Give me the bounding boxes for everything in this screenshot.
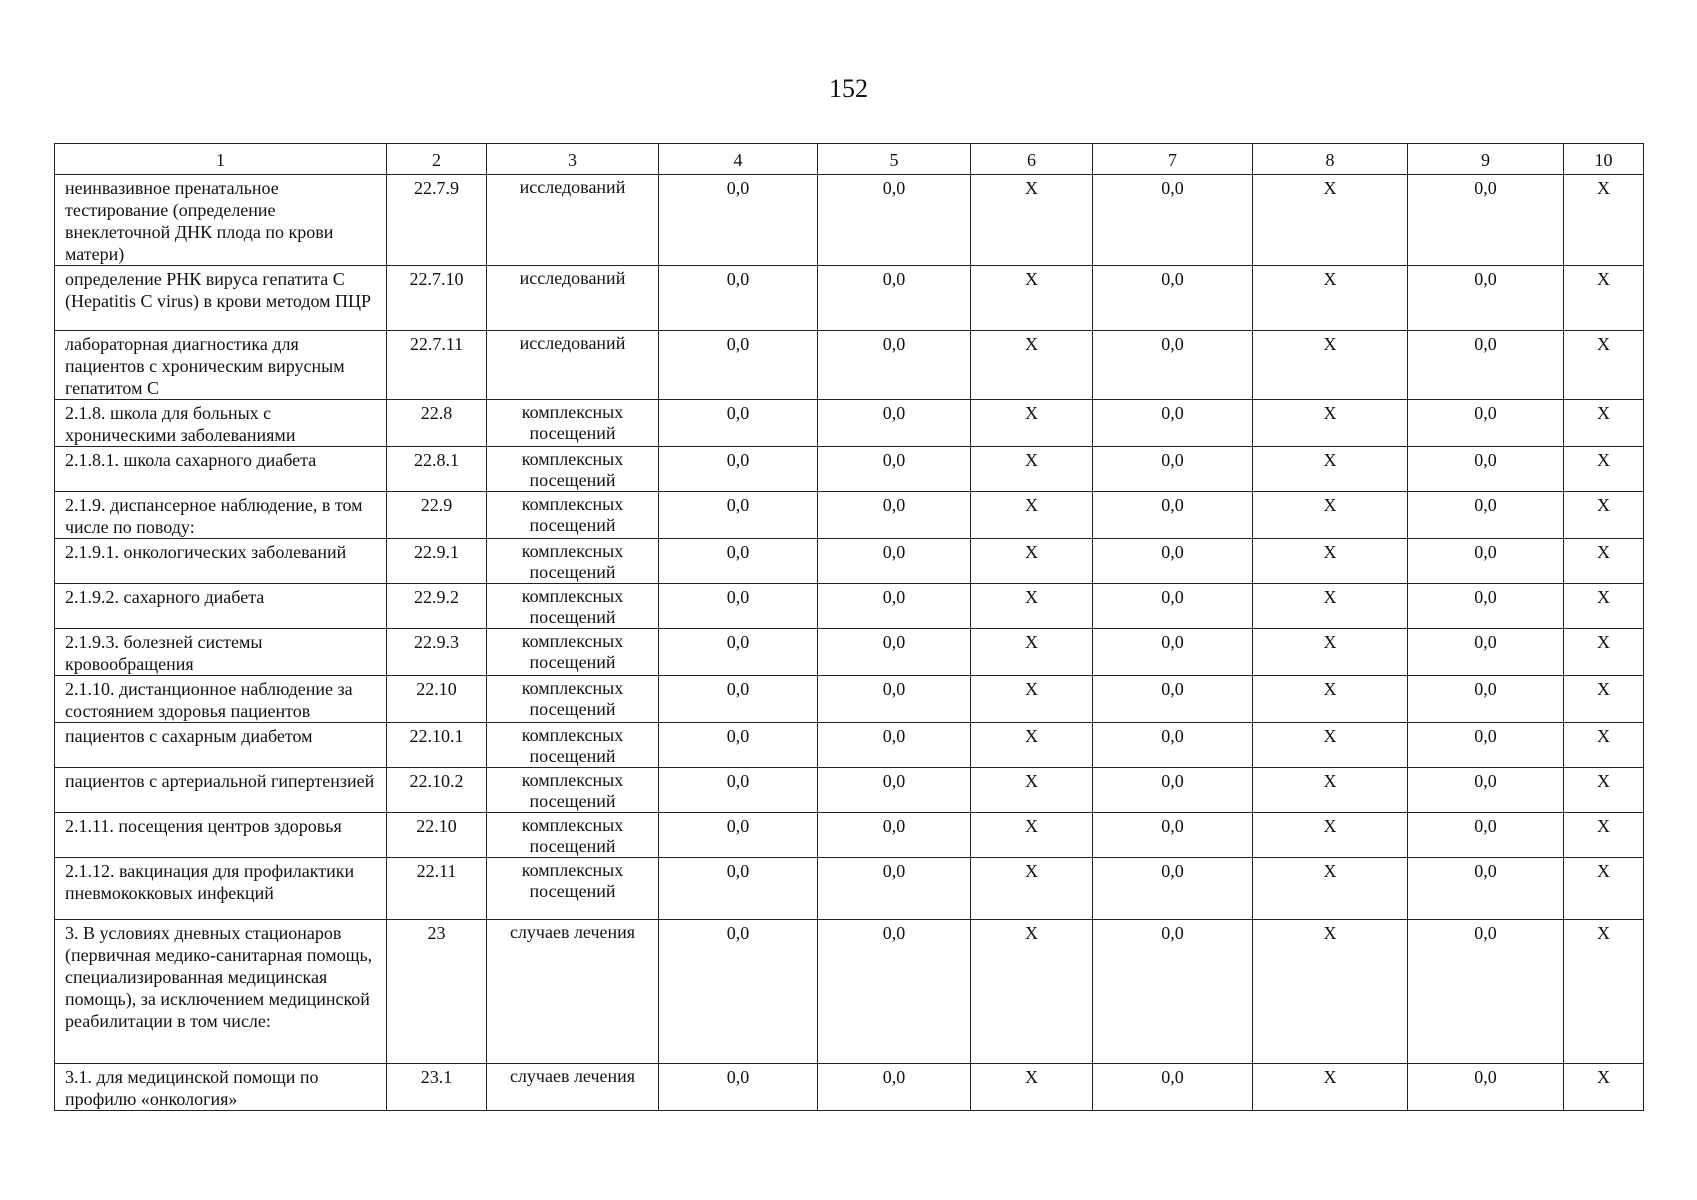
row-value-cell: X xyxy=(971,920,1093,1064)
row-value-cell: 0,0 xyxy=(818,400,971,447)
table-row xyxy=(55,331,1644,400)
row-unit-cell: комплексных посещений xyxy=(487,858,659,920)
row-value-cell: X xyxy=(971,676,1093,723)
row-value-cell: 0,0 xyxy=(1408,400,1564,447)
row-value-cell: 0,0 xyxy=(1408,629,1564,676)
row-value-cell: 0,0 xyxy=(1408,266,1564,331)
row-value-cell: 0,0 xyxy=(1408,175,1564,266)
row-code-cell: 22.7.10 xyxy=(387,266,487,331)
row-name-cell: 2.1.12. вакцинация для профилактики пневмококковых инфекций xyxy=(55,858,387,920)
row-code-cell: 22.10 xyxy=(387,813,487,858)
row-value-cell: X xyxy=(971,768,1093,813)
row-code-cell: 22.9.2 xyxy=(387,584,487,629)
row-value-cell: 0,0 xyxy=(659,331,818,400)
row-name-cell: 2.1.11. посещения центров здоровья xyxy=(55,813,387,858)
row-value-cell: 0,0 xyxy=(1093,492,1253,539)
row-code-cell: 22.7.11 xyxy=(387,331,487,400)
row-value-cell: X xyxy=(1564,584,1644,629)
row-name-cell: пациентов с артериальной гипертензией xyxy=(55,768,387,813)
row-value-cell: X xyxy=(1253,723,1408,768)
row-value-cell: 0,0 xyxy=(659,723,818,768)
row-value-cell: 0,0 xyxy=(818,920,971,1064)
row-value-cell: 0,0 xyxy=(659,858,818,920)
row-value-cell: X xyxy=(1253,629,1408,676)
row-value-cell: 0,0 xyxy=(659,1064,818,1111)
row-code-cell: 22.7.9 xyxy=(387,175,487,266)
page-number: 152 xyxy=(829,74,868,103)
row-value-cell: 0,0 xyxy=(659,813,818,858)
table-row xyxy=(55,447,1644,492)
table-row xyxy=(55,492,1644,539)
row-name-cell: 2.1.8. школа для больных с хроническими заболеваниями xyxy=(55,400,387,447)
row-value-cell: X xyxy=(1564,1064,1644,1111)
row-value-cell: 0,0 xyxy=(659,539,818,584)
row-code-cell: 22.11 xyxy=(387,858,487,920)
table-row xyxy=(55,768,1644,813)
row-value-cell: X xyxy=(1564,920,1644,1064)
row-unit-cell: исследований xyxy=(487,331,659,400)
row-value-cell: X xyxy=(971,492,1093,539)
row-value-cell: X xyxy=(971,584,1093,629)
row-value-cell: 0,0 xyxy=(659,584,818,629)
column-header: 8 xyxy=(1253,144,1408,175)
row-name-cell: 2.1.9. диспансерное наблюдение, в том числе по поводу: xyxy=(55,492,387,539)
row-value-cell: X xyxy=(971,175,1093,266)
row-value-cell: 0,0 xyxy=(1408,858,1564,920)
row-unit-cell: комплексных посещений xyxy=(487,676,659,723)
column-header: 5 xyxy=(818,144,971,175)
row-value-cell: X xyxy=(1253,539,1408,584)
table-row xyxy=(55,676,1644,723)
row-value-cell: 0,0 xyxy=(1408,331,1564,400)
row-value-cell: X xyxy=(971,813,1093,858)
row-value-cell: X xyxy=(1253,584,1408,629)
row-value-cell: X xyxy=(971,629,1093,676)
row-value-cell: 0,0 xyxy=(659,447,818,492)
row-value-cell: X xyxy=(1253,175,1408,266)
row-value-cell: 0,0 xyxy=(1093,266,1253,331)
row-value-cell: 0,0 xyxy=(659,492,818,539)
table-row xyxy=(55,584,1644,629)
row-value-cell: X xyxy=(1253,331,1408,400)
row-value-cell: 0,0 xyxy=(1093,676,1253,723)
row-value-cell: 0,0 xyxy=(1093,858,1253,920)
row-value-cell: 0,0 xyxy=(1093,175,1253,266)
row-value-cell: 0,0 xyxy=(1093,447,1253,492)
row-code-cell: 22.9 xyxy=(387,492,487,539)
row-value-cell: 0,0 xyxy=(1408,920,1564,1064)
row-value-cell: 0,0 xyxy=(818,447,971,492)
row-value-cell: 0,0 xyxy=(818,723,971,768)
row-unit-cell: комплексных посещений xyxy=(487,400,659,447)
row-value-cell: 0,0 xyxy=(659,266,818,331)
row-value-cell: 0,0 xyxy=(818,492,971,539)
row-value-cell: 0,0 xyxy=(818,676,971,723)
row-name-cell: 2.1.9.1. онкологических заболеваний xyxy=(55,539,387,584)
row-name-cell: лабораторная диагностика для пациентов с хроническим вирусным гепатитом С xyxy=(55,331,387,400)
row-code-cell: 23.1 xyxy=(387,1064,487,1111)
row-code-cell: 22.10.1 xyxy=(387,723,487,768)
column-header: 6 xyxy=(971,144,1093,175)
row-name-cell: 3.1. для медицинской помощи по профилю «онкология» xyxy=(55,1064,387,1111)
row-unit-cell: комплексных посещений xyxy=(487,723,659,768)
row-unit-cell: комплексных посещений xyxy=(487,768,659,813)
row-name-cell: определение РНК вируса гепатита С (Hepatitis C virus) в крови методом ПЦР xyxy=(55,266,387,331)
row-value-cell: X xyxy=(1253,768,1408,813)
row-value-cell: X xyxy=(1253,813,1408,858)
row-name-cell: 2.1.9.2. сахарного диабета xyxy=(55,584,387,629)
row-value-cell: X xyxy=(1564,175,1644,266)
row-value-cell: 0,0 xyxy=(1093,920,1253,1064)
table-row xyxy=(55,920,1644,1064)
row-value-cell: 0,0 xyxy=(818,175,971,266)
row-value-cell: X xyxy=(1564,813,1644,858)
column-header: 9 xyxy=(1408,144,1564,175)
row-value-cell: 0,0 xyxy=(1408,768,1564,813)
row-name-cell: 2.1.9.3. болезней системы кровообращения xyxy=(55,629,387,676)
row-value-cell: 0,0 xyxy=(818,331,971,400)
data-table xyxy=(54,143,1644,1111)
row-code-cell: 22.8 xyxy=(387,400,487,447)
row-value-cell: 0,0 xyxy=(659,768,818,813)
row-value-cell: X xyxy=(1253,266,1408,331)
row-value-cell: 0,0 xyxy=(1093,539,1253,584)
row-value-cell: X xyxy=(1564,539,1644,584)
row-code-cell: 23 xyxy=(387,920,487,1064)
row-code-cell: 22.10.2 xyxy=(387,768,487,813)
header-row xyxy=(55,144,1644,175)
row-code-cell: 22.9.3 xyxy=(387,629,487,676)
row-code-cell: 22.8.1 xyxy=(387,447,487,492)
row-value-cell: 0,0 xyxy=(1093,1064,1253,1111)
row-value-cell: 0,0 xyxy=(1408,813,1564,858)
row-unit-cell: комплексных посещений xyxy=(487,629,659,676)
row-unit-cell: комплексных посещений xyxy=(487,492,659,539)
row-value-cell: 0,0 xyxy=(818,768,971,813)
row-value-cell: X xyxy=(1564,629,1644,676)
row-value-cell: 0,0 xyxy=(1093,768,1253,813)
row-value-cell: 0,0 xyxy=(1093,723,1253,768)
row-value-cell: 0,0 xyxy=(818,813,971,858)
row-value-cell: 0,0 xyxy=(1408,584,1564,629)
column-header: 3 xyxy=(487,144,659,175)
row-value-cell: 0,0 xyxy=(659,400,818,447)
table-row xyxy=(55,629,1644,676)
row-value-cell: 0,0 xyxy=(1093,400,1253,447)
row-value-cell: X xyxy=(971,539,1093,584)
table-row xyxy=(55,723,1644,768)
row-value-cell: X xyxy=(1564,447,1644,492)
row-value-cell: 0,0 xyxy=(1093,813,1253,858)
column-header: 7 xyxy=(1093,144,1253,175)
row-value-cell: X xyxy=(1564,400,1644,447)
row-value-cell: 0,0 xyxy=(1408,723,1564,768)
row-value-cell: X xyxy=(971,723,1093,768)
row-unit-cell: случаев лечения xyxy=(487,920,659,1064)
row-value-cell: X xyxy=(1564,266,1644,331)
row-value-cell: X xyxy=(1253,400,1408,447)
column-header: 10 xyxy=(1564,144,1644,175)
row-value-cell: X xyxy=(971,447,1093,492)
row-value-cell: X xyxy=(971,266,1093,331)
table-row xyxy=(55,813,1644,858)
row-value-cell: X xyxy=(971,331,1093,400)
row-value-cell: X xyxy=(1253,492,1408,539)
table-row xyxy=(55,858,1644,920)
row-value-cell: 0,0 xyxy=(1093,629,1253,676)
row-name-cell: 3. В условиях дневных стационаров (первичная медико-санитарная помощь, специализированная медицинская помощь), за исключением медицинской реабилитации в том числе: xyxy=(55,920,387,1064)
row-value-cell: 0,0 xyxy=(1408,539,1564,584)
row-value-cell: 0,0 xyxy=(1408,447,1564,492)
row-unit-cell: исследований xyxy=(487,266,659,331)
table-row xyxy=(55,266,1644,331)
row-value-cell: X xyxy=(1253,676,1408,723)
row-value-cell: 0,0 xyxy=(1093,331,1253,400)
row-unit-cell: случаев лечения xyxy=(487,1064,659,1111)
row-value-cell: X xyxy=(1253,858,1408,920)
table-row xyxy=(55,175,1644,266)
row-value-cell: X xyxy=(1564,768,1644,813)
column-header: 4 xyxy=(659,144,818,175)
row-value-cell: X xyxy=(1253,1064,1408,1111)
row-value-cell: 0,0 xyxy=(659,629,818,676)
row-name-cell: 2.1.10. дистанционное наблюдение за состоянием здоровья пациентов xyxy=(55,676,387,723)
table-row xyxy=(55,400,1644,447)
row-name-cell: неинвазивное пренатальное тестирование (определение внеклеточной ДНК плода по крови матери) xyxy=(55,175,387,266)
row-value-cell: X xyxy=(1253,920,1408,1064)
row-unit-cell: комплексных посещений xyxy=(487,813,659,858)
row-value-cell: X xyxy=(1564,676,1644,723)
row-value-cell: X xyxy=(1564,723,1644,768)
row-value-cell: X xyxy=(971,858,1093,920)
row-unit-cell: исследований xyxy=(487,175,659,266)
row-value-cell: 0,0 xyxy=(818,584,971,629)
row-value-cell: 0,0 xyxy=(1408,676,1564,723)
row-value-cell: X xyxy=(1564,331,1644,400)
row-unit-cell: комплексных посещений xyxy=(487,447,659,492)
row-value-cell: 0,0 xyxy=(818,1064,971,1111)
row-value-cell: X xyxy=(971,400,1093,447)
row-value-cell: 0,0 xyxy=(818,858,971,920)
row-code-cell: 22.9.1 xyxy=(387,539,487,584)
table-row xyxy=(55,1064,1644,1111)
row-value-cell: 0,0 xyxy=(1093,584,1253,629)
row-unit-cell: комплексных посещений xyxy=(487,539,659,584)
row-value-cell: 0,0 xyxy=(1408,1064,1564,1111)
row-value-cell: 0,0 xyxy=(818,629,971,676)
row-value-cell: X xyxy=(971,1064,1093,1111)
row-code-cell: 22.10 xyxy=(387,676,487,723)
row-name-cell: пациентов с сахарным диабетом xyxy=(55,723,387,768)
table-row xyxy=(55,539,1644,584)
row-value-cell: X xyxy=(1253,447,1408,492)
row-value-cell: 0,0 xyxy=(659,676,818,723)
row-value-cell: 0,0 xyxy=(818,539,971,584)
row-value-cell: X xyxy=(1564,858,1644,920)
row-unit-cell: комплексных посещений xyxy=(487,584,659,629)
row-value-cell: 0,0 xyxy=(659,175,818,266)
column-header: 2 xyxy=(387,144,487,175)
column-header: 1 xyxy=(55,144,387,175)
row-name-cell: 2.1.8.1. школа сахарного диабета xyxy=(55,447,387,492)
row-value-cell: 0,0 xyxy=(818,266,971,331)
row-value-cell: 0,0 xyxy=(1408,492,1564,539)
row-value-cell: X xyxy=(1564,492,1644,539)
row-value-cell: 0,0 xyxy=(659,920,818,1064)
